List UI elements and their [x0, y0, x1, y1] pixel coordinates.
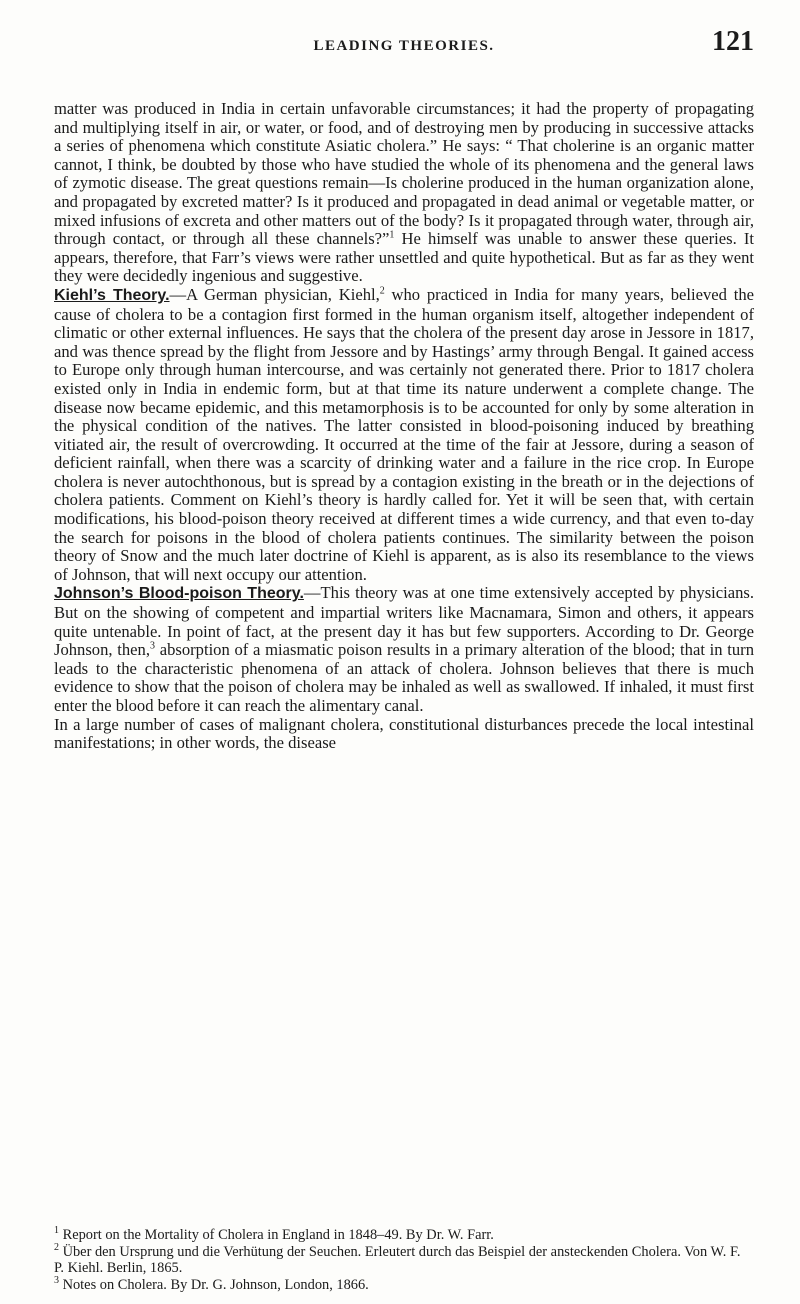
footnote-ref-3: 3	[150, 640, 155, 652]
paragraph-farr-tail: He himself was unable to answer these queries. It appears, therefore, that Farr’s views were rather unsettled and quite hypothetical. But as far as they went they were decidedly ingenious and suggestive.	[54, 229, 754, 286]
page-number: 121	[712, 26, 754, 57]
paragraph-kiehl-text-a: —A German physician, Kiehl,	[169, 284, 380, 304]
footnote-3	[54, 1274, 754, 1294]
running-title: LEADING THEORIES.	[313, 38, 495, 54]
paragraph-johnson	[54, 584, 754, 715]
heading-kiehl-theory: Kiehl’s Theory.	[54, 286, 170, 304]
footnote-3-mark: 3	[54, 1274, 59, 1286]
footnote-1-text: Report on the Mortality of Cholera in England in 1848–49. By Dr. W. Farr.	[59, 1227, 494, 1243]
footnote-3-text: Notes on Cholera. By Dr. G. Johnson, London, 1866.	[59, 1276, 369, 1293]
paragraph-farr	[54, 100, 754, 286]
footnote-2-text: Über den Ursprung und die Verhütung der Seuchen. Erleutert durch das Beispiel der ansteckenden Cholera. Von W. F. P. Kiehl. Berlin, 1865.	[54, 1243, 741, 1277]
footnotes	[54, 1227, 754, 1293]
footnote-2	[54, 1241, 754, 1277]
paragraph-malignant-cholera	[54, 716, 754, 753]
footnote-ref-1: 1	[389, 229, 395, 241]
footnote-1-mark: 1	[54, 1225, 59, 1237]
footnote-2-mark: 2	[54, 1241, 59, 1253]
paragraph-johnson-text-a: —This theory was at one time extensively accepted by physicians. But on the showing of competent and impartial writers like Macnamara, Simon and others, it appears quite untenable. In point of fact, at the present day it has but few supporters. According to Dr. George Johnson, then,	[54, 583, 755, 660]
paragraph-kiehl-text-b: who practiced in India for many years, believed the cause of cholera to be a contagion first formed in the human organism itself, altogether independent of climatic or other external influences. He says that the cholera of the present day arose in Jessore in 1817, and was thence spread by the flight from Jessore and by Hastings’ army through Bengal. It gained access to Europe only through human intercourse, and was certainly not generated there. Prior to 1817 cholera existed only in India in endemic form, but at that time its nature underwent a complete change. The disease now became epidemic, and this metamorphosis is to be accounted for only by some alteration in the physical condition of the natives. The latter consisted in blood-poisoning induced by breathing vitiated air, the result of overcrowding. It occurred at the time of the fair at Jessore, during a season of deficient rainfall, when there was a scarcity of drinking water and a failure in the rice crop. In Europe cholera is never autochthonous, but is spread by a contagion existing in the breath or in the dejections of cholera patients. Comment on Kiehl’s theory is hardly called for. Yet it will be seen that, with certain modifications, his blood-poison theory received at different times a wide currency, and that even to-day the search for poisons in the blood of cholera patients continues. The similarity between the poison theory of Snow and the much later doctrine of Kiehl is apparent, as is also its resemblance to the views of Johnson, that will next occupy our attention.	[54, 284, 754, 584]
running-head	[54, 10, 754, 70]
heading-johnson-theory: Johnson’s Blood-poison Theory.	[54, 585, 304, 603]
paragraph-kiehl	[54, 286, 754, 585]
body-text	[54, 100, 754, 753]
paragraph-malignant-cholera-text: In a large number of cases of malignant cholera, constitutional disturbances precede the local intestinal manifestations; in other words, the disease	[54, 714, 754, 753]
paragraph-johnson-text-b: absorption of a miasmatic poison results in a primary alteration of the blood; that in turn leads to the characteristic phenomena of an attack of cholera. Johnson believes that there is much evidence to show that the poison of cholera may be inhaled as well as swallowed. If inhaled, it must first enter the blood before it can reach the alimentary canal.	[54, 640, 755, 715]
footnote-ref-2: 2	[379, 285, 385, 297]
paragraph-farr-text: matter was produced in India in certain unfavorable circumstances; it had the property of propagating and multiplying itself in air, or water, or food, and of destroying men by producing in successive attacks a series of phenomena which constitute Asiatic cholera.” He says: “ That cholerine is an organic matter cannot, I think, be doubted by those who have studied the whole of its phenomena and the general laws of zymotic disease. The great questions remain—Is cholerine produced in the human organization alone, and propagated by excreted matter? Is it produced and propagated in dead animal or vegetable matter, or mixed infusions of excreta and other matters out of the body? Is it propagated through water, through air, through contact, or through all these channels?”	[54, 99, 754, 249]
footnote-1	[54, 1227, 754, 1244]
